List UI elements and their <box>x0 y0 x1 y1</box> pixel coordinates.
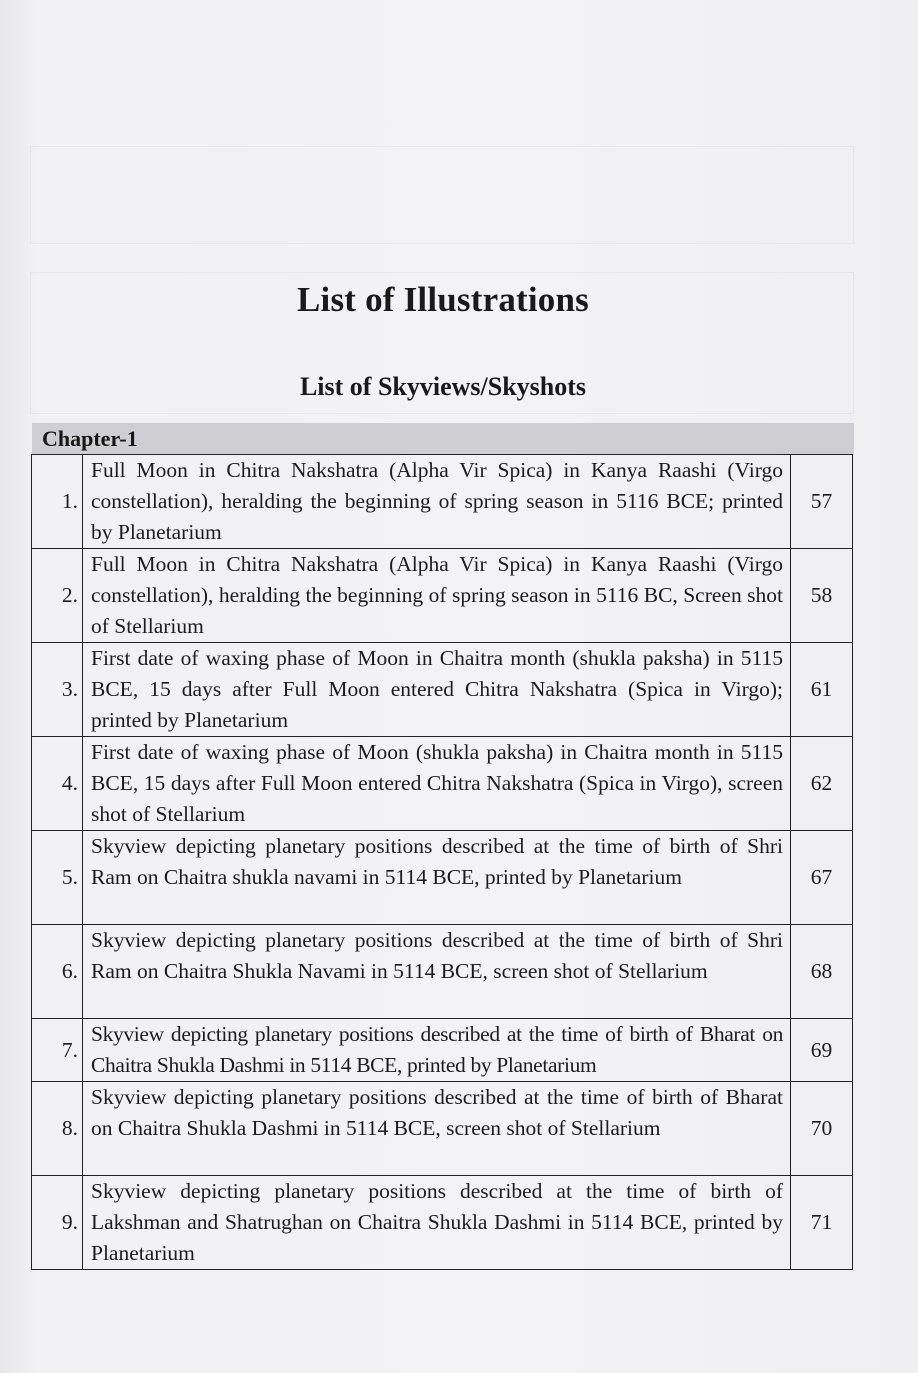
chapter-header <box>32 423 854 455</box>
row-description: Skyview depicting planetary positions described at the time of birth of Lakshman and Shatrughan on Chaitra Shukla Dashmi in 5114 BCE, printed by Planetarium <box>83 1176 791 1270</box>
table-row <box>32 1082 853 1176</box>
row-number: 9. <box>32 1176 83 1270</box>
table-row <box>32 925 853 1019</box>
table-row <box>32 455 853 549</box>
row-description: First date of waxing phase of Moon in Chaitra month (shukla paksha) in 5115 BCE, 15 days after Full Moon entered Chitra Nakshatra (Spica in Virgo); printed by Planetarium <box>83 643 791 737</box>
row-description: First date of waxing phase of Moon (shukla paksha) in Chaitra month in 5115 BCE, 15 days after Full Moon entered Chitra Nakshatra (Spica in Virgo), screen shot of Stellarium <box>83 737 791 831</box>
row-description: Full Moon in Chitra Nakshatra (Alpha Vir Spica) in Kanya Raashi (Virgo constellation), heralding the beginning of spring season in 5116 BCE; printed by Planetarium <box>83 455 791 549</box>
row-page-number: 61 <box>791 643 853 737</box>
table-row <box>32 831 853 925</box>
row-description: Skyview depicting planetary positions described at the time of birth of Bharat on Chaitra Shukla Dashmi in 5114 BCE, printed by Planetarium <box>83 1019 791 1082</box>
row-page-number: 57 <box>791 455 853 549</box>
table-row <box>32 1176 853 1270</box>
row-number: 2. <box>32 549 83 643</box>
row-number: 7. <box>32 1019 83 1082</box>
row-description: Skyview depicting planetary positions described at the time of birth of Bharat on Chaitra Shukla Dashmi in 5114 BCE, screen shot of Stellarium <box>83 1082 791 1176</box>
row-page-number: 71 <box>791 1176 853 1270</box>
row-number: 3. <box>32 643 83 737</box>
bleed-through-table <box>30 146 854 244</box>
row-number: 6. <box>32 925 83 1019</box>
table-row <box>32 1019 853 1082</box>
row-number: 4. <box>32 737 83 831</box>
row-description: Full Moon in Chitra Nakshatra (Alpha Vir Spica) in Kanya Raashi (Virgo constellation), heralding the beginning of spring season in 5116 BC, Screen shot of Stellarium <box>83 549 791 643</box>
section-subtitle: List of Skyviews/Skyshots <box>299 372 587 401</box>
row-page-number: 62 <box>791 737 853 831</box>
row-description: Skyview depicting planetary positions described at the time of birth of Shri Ram on Chaitra Shukla Navami in 5114 BCE, screen shot of Stellarium <box>83 925 791 1019</box>
row-page-number: 58 <box>791 549 853 643</box>
table-row <box>32 643 853 737</box>
row-description: Skyview depicting planetary positions described at the time of birth of Shri Ram on Chaitra shukla navami in 5114 BCE, printed by Planetarium <box>83 831 791 925</box>
page-title: List of Illustrations <box>296 280 589 319</box>
table-row <box>32 737 853 831</box>
chapter-label: Chapter-1 <box>42 426 138 451</box>
row-page-number: 70 <box>791 1082 853 1176</box>
illustrations-table <box>31 454 853 1270</box>
row-page-number: 68 <box>791 925 853 1019</box>
row-page-number: 67 <box>791 831 853 925</box>
row-number: 5. <box>32 831 83 925</box>
row-page-number: 69 <box>791 1019 853 1082</box>
table-row <box>32 549 853 643</box>
row-number: 1. <box>32 455 83 549</box>
row-number: 8. <box>32 1082 83 1176</box>
